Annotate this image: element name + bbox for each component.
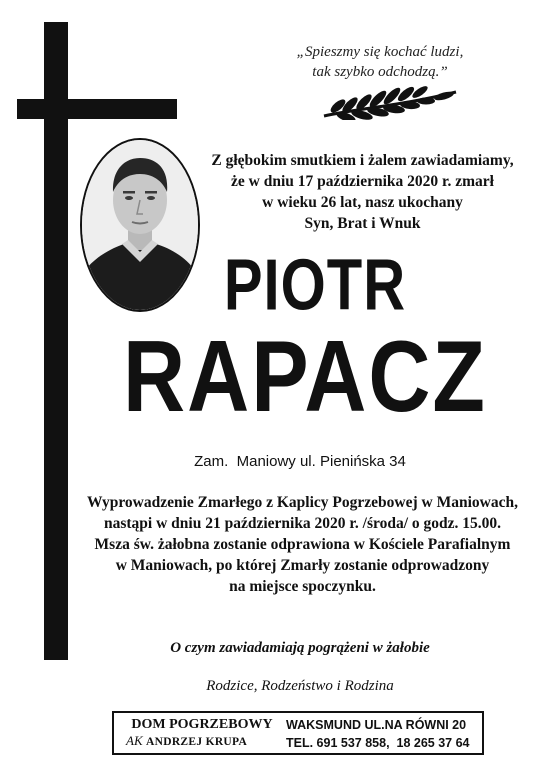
funeral-line-2: nastąpi w dniu 21 października 2020 r. /środa/ o godz. 15.00.	[103, 515, 502, 532]
intro-line-4: Syn, Brat i Wnuk	[304, 215, 421, 232]
deceased-first-name: PIOTR	[223, 244, 407, 326]
intro-line-1: Z głębokim smutkiem i żalem zawiadamiamy,	[211, 152, 514, 169]
funeral-home-footer	[112, 711, 484, 755]
motto-line-1: „Spieszmy się kochać ludzi,	[296, 44, 464, 60]
cross-icon-horizontal	[17, 99, 177, 119]
deceased-last-name: RAPACZ	[123, 320, 487, 434]
funeral-line-5: na miejsce spoczynku.	[229, 578, 376, 595]
funeral-line-3: Msza św. żałobna zostanie odprawiona w Kościele Parafialnym	[94, 536, 511, 553]
intro-line-3: w wieku 26 lat, nasz ukochany	[262, 194, 463, 211]
family-line: Rodzice, Rodzeństwo i Rodzina	[206, 678, 394, 694]
intro-line-2: że w dniu 17 października 2020 r. zmarł	[231, 173, 494, 190]
funeral-home-owner: ANDRZEJ KRUPA	[146, 736, 248, 748]
funeral-home-name: DOM POGRZEBOWY	[131, 717, 273, 732]
funeral-details	[75, 492, 530, 597]
funeral-home-phone: TEL. 691 537 858, 18 265 37 64	[286, 736, 470, 750]
deceased-address: Zam. Maniowy ul. Pienińska 34	[194, 453, 406, 470]
funeral-home-address: WAKSMUND UL.NA RÓWNI 20	[286, 718, 467, 732]
motto	[255, 42, 505, 82]
motto-line-2: tak szybko odchodzą.”	[312, 64, 448, 80]
mourners-line: O czym zawiadamiają pogrążeni w żałobie	[170, 640, 430, 656]
announcement-intro	[205, 150, 520, 234]
funeral-line-1: Wyprowadzenie Zmarłego z Kaplicy Pogrzebowej w Maniowach,	[87, 494, 518, 511]
portrait-photo	[80, 138, 200, 312]
funeral-line-4: w Maniowach, po której Zmarły zostanie odprowadzony	[115, 557, 490, 574]
laurel-branch-icon	[320, 84, 460, 120]
funeral-home-logo: AK	[126, 733, 143, 748]
